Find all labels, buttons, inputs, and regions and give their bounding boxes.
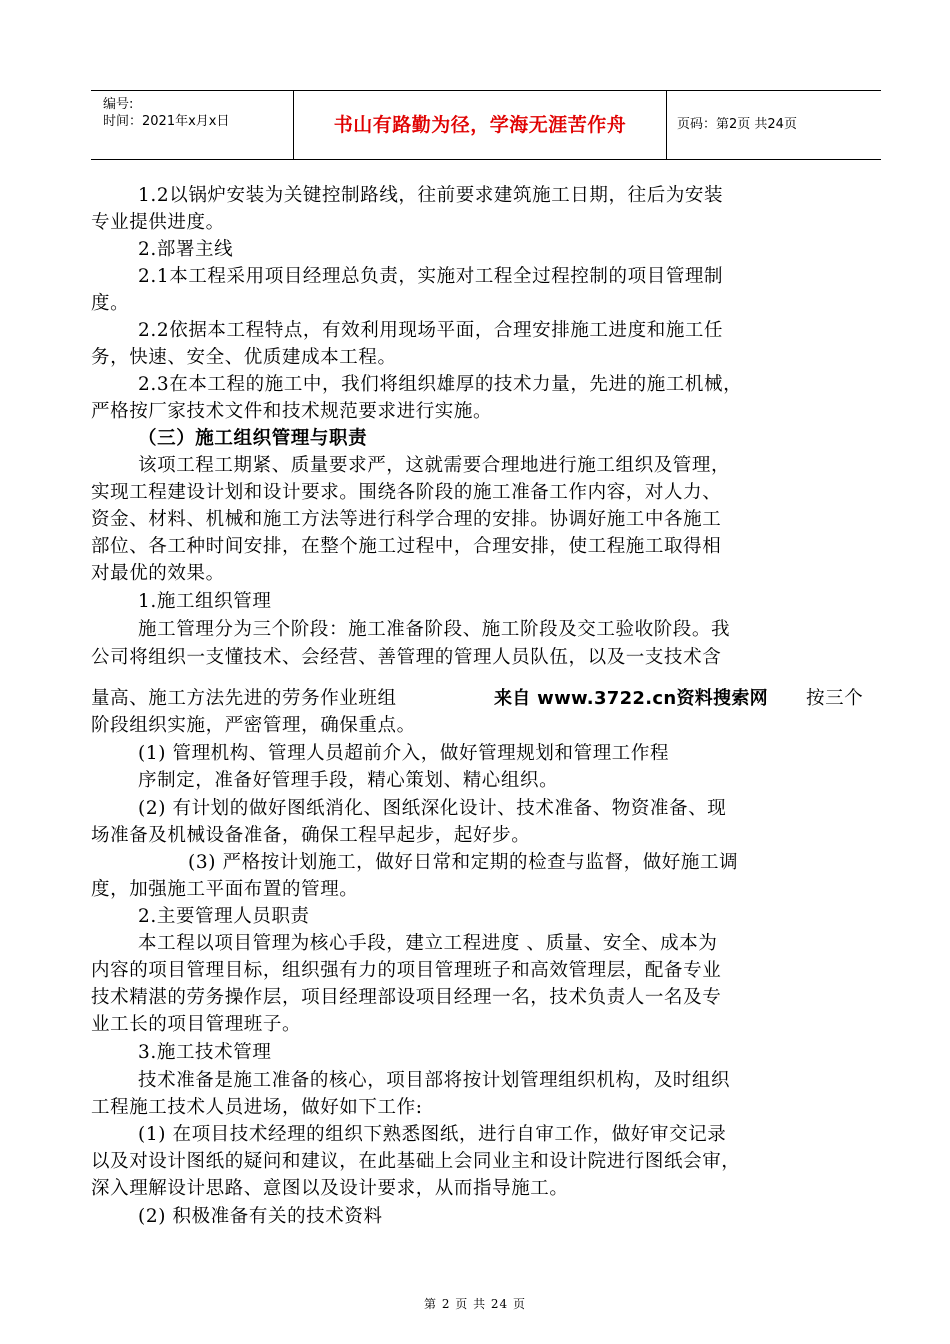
text-line: 2.3在本工程的施工中，我们将组织雄厚的技术力量，先进的施工机械，: [138, 374, 743, 395]
text-line: 务，快速、安全、优质建成本工程。: [91, 347, 397, 368]
text-line: 阶段组织实施，严密管理，确保重点。: [91, 715, 416, 736]
text-line: 序制定，准备好管理手段，精心策划、精心组织。: [138, 770, 559, 791]
text-line: 度。: [91, 293, 130, 314]
time-label: 时间：2021年x月x日: [103, 114, 230, 129]
text-line: 度，加强施工平面布置的管理。: [91, 879, 359, 900]
text-line: 施工管理分为三个阶段：施工准备阶段、施工阶段及交工验收阶段。我: [138, 619, 731, 640]
text-line: 业工长的项目管理班子。: [91, 1014, 302, 1035]
header-meta-cell: [91, 91, 293, 159]
section-heading-bold: （三）施工组织管理与职责: [138, 428, 368, 449]
text-line: (3) 严格按计划施工，做好日常和定期的检查与监督，做好施工调: [188, 852, 739, 873]
text-line: 部位、各工种时间安排，在整个施工过程中，合理安排，使工程施工取得相: [91, 536, 722, 557]
section-heading: 3.施工技术管理: [138, 1042, 272, 1063]
text-line: (2) 有计划的做好图纸消化、图纸深化设计、技术准备、物资准备、现: [138, 798, 727, 819]
text-line: 2.1本工程采用项目经理总负责，实施对工程全过程控制的项目管理制: [138, 266, 724, 287]
section-heading: 2.主要管理人员职责: [138, 906, 310, 927]
text-line: 以及对设计图纸的疑问和建议，在此基础上会同业主和设计院进行图纸会审，: [91, 1151, 741, 1172]
text-line: 2.2依据本工程特点，有效利用现场平面，合理安排施工进度和施工任: [138, 320, 724, 341]
text-line: 内容的项目管理目标，组织强有力的项目管理班子和高效管理层，配备专业: [91, 960, 722, 981]
text-line: 工程施工技术人员进场，做好如下工作:: [91, 1097, 423, 1118]
watermark-text: 来自 www.3722.cn资料搜索网: [494, 688, 768, 709]
text-line: 专业提供进度。: [91, 212, 225, 233]
text-line: 技术准备是施工准备的核心，项目部将按计划管理组织机构，及时组织: [138, 1070, 731, 1091]
text-line: 实现工程建设计划和设计要求。围绕各阶段的施工准备工作内容，对人力、: [91, 482, 722, 503]
page-footer: 第 2 页 共 24 页: [424, 1297, 526, 1311]
text-line: 公司将组织一支懂技术、会经营、善管理的管理人员队伍，以及一支技术含: [91, 647, 722, 668]
header-page-info: 页码：第2页 共24页: [677, 117, 797, 132]
text-line: 该项工程工期紧、质量要求严，这就需要合理地进行施工组织及管理，: [138, 455, 731, 476]
section-heading: 1.施工组织管理: [138, 591, 272, 612]
text-line: (2) 积极准备有关的技术资料: [138, 1206, 383, 1227]
text-line: (1) 管理机构、管理人员超前介入，做好管理规划和管理工作程: [138, 743, 670, 764]
text-line: 严格按厂家技术文件和技术规范要求进行实施。: [91, 401, 493, 422]
section-heading: 2.部署主线: [138, 239, 234, 260]
text-line: 资金、材料、机械和施工方法等进行科学合理的安排。协调好施工中各施工: [91, 509, 722, 530]
text-line: 对最优的效果。: [91, 563, 225, 584]
document-header: [91, 90, 881, 160]
text-line: (1) 在项目技术经理的组织下熟悉图纸，进行自审工作，做好审交记录: [138, 1124, 727, 1145]
text-line: 场准备及机械设备准备，确保工程早起步，起好步。: [91, 825, 531, 846]
text-line: 量高、施工方法先进的劳务作业班组: [91, 688, 397, 709]
text-line: 本工程以项目管理为核心手段，建立工程进度 、质量、安全、成本为: [138, 933, 718, 954]
text-line: 技术精湛的劳务操作层，项目经理部设项目经理一名，技术负责人一名及专: [91, 987, 722, 1008]
serial-label: 编号:: [103, 97, 134, 112]
text-line: 深入理解设计思路、意图以及设计要求，从而指导施工。: [91, 1178, 569, 1199]
header-motto: 书山有路勤为径，学海无涯苦作舟: [293, 91, 667, 159]
text-line: 1.2以锅炉安装为关键控制路线，往前要求建筑施工日期，往后为安装: [138, 185, 724, 206]
text-line: 按三个: [806, 688, 864, 709]
